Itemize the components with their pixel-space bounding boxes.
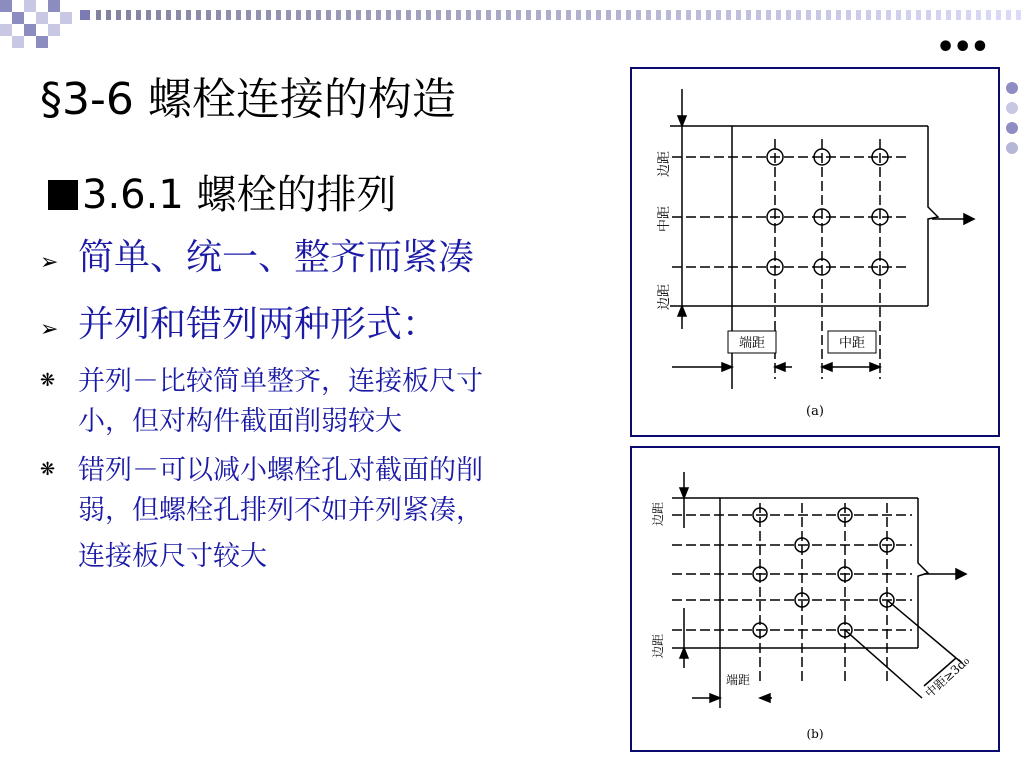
header-stripe <box>556 10 561 20</box>
header-stripe <box>496 10 501 20</box>
header-stripe <box>156 10 161 20</box>
figure-staggered-bolts <box>630 446 1000 752</box>
bullet-staggered-line1: 错列－可以减小螺栓孔对截面的削 <box>78 455 483 486</box>
ellipsis-icon: ••• <box>936 30 988 65</box>
header-stripe <box>596 10 601 20</box>
header-stripe <box>176 10 181 20</box>
header-stripe <box>716 10 721 20</box>
header-stripe <box>1016 10 1021 20</box>
header-stripe <box>106 10 111 20</box>
header-stripe <box>936 10 941 20</box>
header-stripe <box>956 10 961 20</box>
header-stripe <box>996 10 1001 20</box>
header-stripe <box>756 10 761 20</box>
header-stripe <box>566 10 571 20</box>
header-stripe <box>196 10 201 20</box>
header-stripe <box>676 10 681 20</box>
header-stripe <box>456 10 461 20</box>
fig-a-middle-h-label: 中距 <box>838 336 866 351</box>
header-stripe <box>656 10 661 20</box>
fig-a-middle-label: 中距 <box>657 205 672 233</box>
header-stripe <box>256 10 261 20</box>
header-stripe <box>866 10 871 20</box>
header-stripe <box>366 10 371 20</box>
header-stripe <box>346 10 351 20</box>
header-stripe <box>216 10 221 20</box>
header-stripe <box>406 10 411 20</box>
square-bullet-icon <box>48 180 78 210</box>
header-stripe <box>636 10 641 20</box>
fig-a-end-label: 端距 <box>738 336 766 351</box>
header-stripe <box>786 10 791 20</box>
header-stripe <box>186 10 191 20</box>
header-stripe <box>96 10 101 20</box>
fig-a-caption: (a) <box>806 404 824 419</box>
header-stripe <box>236 10 241 20</box>
header-stripe <box>846 10 851 20</box>
figure-a-drawing <box>632 69 998 435</box>
header-stripe <box>816 10 821 20</box>
header-stripe <box>426 10 431 20</box>
header-stripe <box>906 10 911 20</box>
fig-b-edge-top-label: 边距 <box>651 501 665 527</box>
header-stripe <box>356 10 361 20</box>
figure-b-drawing <box>632 448 998 750</box>
header-stripe <box>776 10 781 20</box>
header-stripe <box>896 10 901 20</box>
header-stripe <box>606 10 611 20</box>
header-stripe <box>416 10 421 20</box>
bullet-parallel <box>40 361 483 442</box>
header-stripe <box>136 10 141 20</box>
header-stripe <box>376 10 381 20</box>
figure-parallel-bolts <box>630 67 1000 437</box>
header-stripe <box>796 10 801 20</box>
header-stripe <box>916 10 921 20</box>
arrow-bullet-icon: ➢ <box>40 250 59 275</box>
section-heading-text: 3.6.1 螺栓的排列 <box>82 172 397 218</box>
bullet-staggered-line2: 弱，但螺栓孔排列不如并列紧凑， <box>78 495 483 526</box>
bullet-parallel-line1: 并列－比较简单整齐，连接板尺寸 <box>78 366 483 397</box>
header-stripe <box>626 10 631 20</box>
bullet-forms <box>40 303 438 352</box>
bullet-forms-text: 并列和错列两种形式： <box>78 304 439 345</box>
bullet-staggered <box>40 450 483 577</box>
header-stripe <box>516 10 521 20</box>
header-stripe <box>166 10 171 20</box>
header-stripe <box>826 10 831 20</box>
header-stripe <box>336 10 341 20</box>
header-stripe <box>316 10 321 20</box>
bullet-simple <box>40 236 474 285</box>
header-stripe <box>296 10 301 20</box>
header-stripe <box>306 10 311 20</box>
header-stripe <box>286 10 291 20</box>
fig-b-edge-bottom-label: 边距 <box>651 633 665 659</box>
header-stripe <box>536 10 541 20</box>
fig-b-caption: (b) <box>806 727 824 741</box>
header-stripe <box>476 10 481 20</box>
header-stripe <box>646 10 651 20</box>
header-stripe <box>616 10 621 20</box>
section-heading <box>48 170 397 220</box>
header-stripe <box>886 10 891 20</box>
header-stripe <box>966 10 971 20</box>
header-stripe <box>446 10 451 20</box>
header-stripe <box>326 10 331 20</box>
header-stripe <box>526 10 531 20</box>
header-stripe <box>486 10 491 20</box>
header-stripe <box>546 10 551 20</box>
header-stripe <box>946 10 951 20</box>
header-stripe <box>836 10 841 20</box>
bullet-simple-text: 简单、统一、整齐而紧凑 <box>78 237 475 278</box>
header-stripe <box>386 10 391 20</box>
header-stripe <box>126 10 131 20</box>
header-stripe <box>976 10 981 20</box>
fig-a-edge-bottom-label: 边距 <box>657 283 672 311</box>
header-stripe <box>696 10 701 20</box>
slide-title: §3-6 螺栓连接的构造 <box>40 74 456 125</box>
arrow-bullet-icon: ➢ <box>40 317 59 342</box>
header-stripe <box>926 10 931 20</box>
header-stripe <box>396 10 401 20</box>
header-stripe <box>436 10 441 20</box>
header-decoration <box>0 0 1024 65</box>
header-stripe <box>746 10 751 20</box>
header-stripe <box>726 10 731 20</box>
asterisk-bullet-icon: ❋ <box>40 459 56 480</box>
header-stripe <box>506 10 511 20</box>
header-stripe <box>766 10 771 20</box>
header-stripe <box>246 10 251 20</box>
fig-b-end-label: 端距 <box>725 673 751 687</box>
bullet-parallel-line2: 小，但对构件截面削弱较大 <box>78 406 402 437</box>
fig-a-edge-top-label: 边距 <box>657 150 672 178</box>
header-stripe <box>666 10 671 20</box>
header-stripe <box>146 10 151 20</box>
header-stripe <box>856 10 861 20</box>
header-stripe <box>116 10 121 20</box>
fig-b-diag-label: 中距≥3d₀ <box>922 653 973 701</box>
header-stripe <box>806 10 811 20</box>
asterisk-bullet-icon: ❋ <box>40 370 56 391</box>
header-stripe <box>466 10 471 20</box>
header-stripe <box>1006 10 1011 20</box>
bullet-staggered-line3: 连接板尺寸较大 <box>78 541 267 572</box>
header-stripe <box>266 10 271 20</box>
header-stripe <box>276 10 281 20</box>
header-stripe <box>206 10 211 20</box>
header-stripe <box>576 10 581 20</box>
header-stripe <box>736 10 741 20</box>
header-stripe <box>226 10 231 20</box>
header-stripe <box>706 10 711 20</box>
header-stripe <box>686 10 691 20</box>
header-stripe <box>986 10 991 20</box>
header-stripe <box>876 10 881 20</box>
header-stripe <box>586 10 591 20</box>
